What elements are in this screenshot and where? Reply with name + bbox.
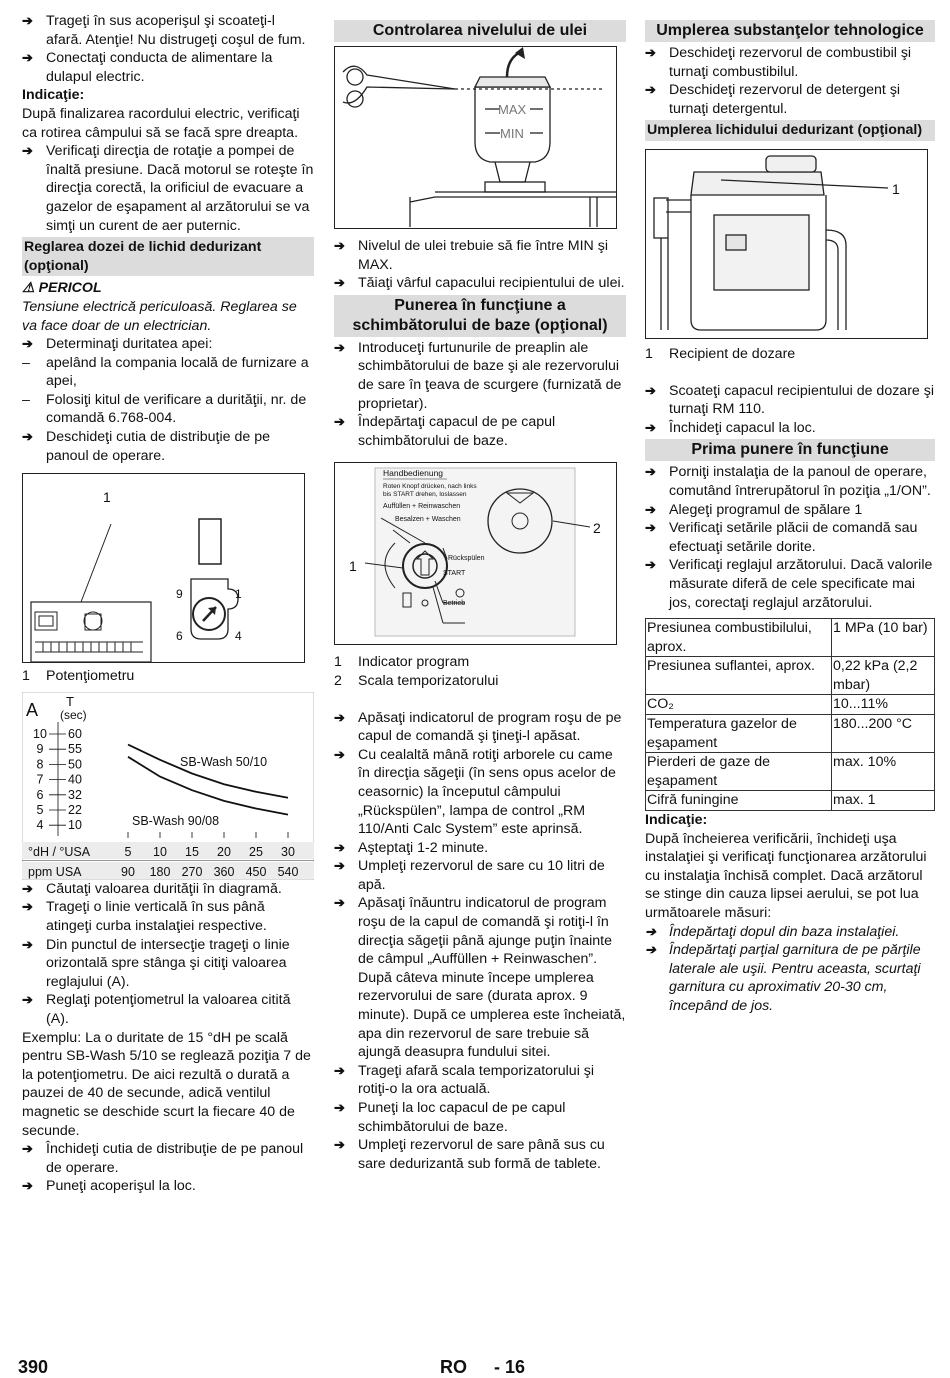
fig2-betrieb: Betrieb [443, 600, 466, 608]
chart-x-tick-ppm: 90 [121, 864, 135, 879]
instruction-detergent: ➔ Deschideţi rezervorul de detergent şi turnaţi detergentul. [645, 81, 935, 118]
chart-x-tick-dh: 15 [185, 844, 199, 859]
chart-x-tick-dh: 10 [153, 844, 167, 859]
hardness-chart [22, 692, 314, 880]
instruction-start-system: ➔ Porniţi instalaţia de la panoul de operare, comutând întrerupătorul în poziţia „1/ON”. [645, 463, 935, 500]
spec-row [646, 695, 935, 715]
spec-key: Presiunea suflantei, aprox. [646, 657, 832, 695]
caption-timer-scale [334, 672, 626, 691]
spec-value: max. 10% [832, 753, 935, 791]
caption-text: Recipient de dozare [669, 345, 796, 362]
footer-page-number: 390 [18, 1357, 49, 1377]
spec-value: 0,22 kPa (2,2 mbar) [832, 657, 935, 695]
chart-t-tick-label: 22 [68, 802, 82, 817]
chart-x-tick-dh: 30 [281, 844, 295, 859]
instruction-select-program: ➔ Alegeţi programul de spălare 1 [645, 501, 935, 520]
chart-series-label: SB-Wash 90/08 [132, 813, 220, 828]
caption-number: 1 [334, 654, 342, 671]
spec-key: CO₂ [646, 695, 832, 715]
column-left [22, 12, 314, 1196]
instruction-remove-roof: ➔ Trageţi în sus acoperişul şi scoateţi-l afară. Atenţie! Nu distrugeţi coşul de fum. [22, 12, 314, 49]
chart-a-axis-label: A [26, 699, 39, 720]
instruction-close-cap: ➔ Închideţi capacul la loc. [645, 419, 935, 438]
footer-subpage: - 16 [494, 1357, 526, 1377]
instruction-rotate-cam: ➔ Cu cealaltă mână rotiţi arborele cu came în direcţia săgeţii (în sens opus acelor de ceasornic) la începutul câmpului „Rückspülen”, lampa de control „RM 110/Anti Calc System” este aprinsă. [334, 746, 626, 839]
chart-a-tick-label: 5 [36, 802, 44, 817]
fig-max-label: MAX [498, 102, 527, 117]
fig2-auff: Auffüllen + Reinwaschen [383, 503, 461, 511]
dial-label-6: 6 [176, 629, 183, 644]
instruction-determine-hardness: ➔ Determinaţi duritatea apei: [22, 335, 314, 354]
figure-oil-level [334, 46, 617, 229]
instruction-oil-level: ➔ Nivelul de ulei trebuie să fie între MIN şi MAX. [334, 237, 626, 274]
chart-t-tick-label: 10 [68, 818, 82, 833]
caption-text: Potenţiometru [46, 668, 135, 685]
instruction-connect-supply: ➔ Conectaţi conducta de alimentare la dulapul electric. [22, 49, 314, 86]
note-title: Indicaţie: [22, 87, 85, 104]
instruction-fill-salt: ➔ Umpleţi rezervorul de sare până sus cu sare dedurizantă sub formă de tablete. [334, 1136, 626, 1173]
chart-t-tick-label: 50 [68, 757, 82, 772]
fig2-title: Handbedienung [383, 468, 444, 479]
instruction-find-hardness: ➔ Căutaţi valoarea durităţii în diagramă. [22, 880, 314, 899]
figure-dosing-container [645, 149, 928, 339]
burner-spec-table [645, 618, 935, 811]
column-middle [334, 18, 626, 1173]
fig2-line1: Roten Knopf drücken, nach links [383, 483, 477, 491]
fig3-label-1: 1 [892, 180, 900, 197]
chart-x-label-dh: °dH / °USA [28, 844, 91, 859]
dial-label-9: 9 [176, 587, 183, 602]
chart-x-tick-ppm: 540 [277, 864, 299, 879]
fig2-ruck: Rückspülen [448, 555, 485, 563]
instruction-set-time: ➔ Trageţi afară scala temporizatorului şi rotiţi-o la ora actuală. [334, 1062, 626, 1099]
instruction-remove-plug: ➔ Îndepărtaţi dopul din baza instalaţiei. [645, 923, 935, 942]
chart-x-tick-dh: 25 [249, 844, 263, 859]
spec-key: Pierderi de gaze de eşapament [646, 753, 832, 791]
chart-x-tick-ppm: 360 [213, 864, 235, 879]
spec-row [646, 619, 935, 657]
instruction-remove-cover: ➔ Îndepărtaţi capacul de pe capul schimbătorului de baze. [334, 413, 626, 450]
note-text-right: După încheierea verificării, închideţi uşa instalaţiei şi verificaţi funcţionarea arzătorului cu instalaţia închisă complet. Dacă arzătorul se stinge din cauza lipsei aerului, se pot lua următoarele măsuri: [645, 830, 927, 921]
spec-value: max. 1 [832, 791, 935, 811]
spec-key: Temperatura gazelor de eşapament [646, 715, 832, 753]
instruction-close-distribution-box: ➔ Închideţi cutia de distribuţie de pe panoul de operare. [22, 1140, 314, 1177]
fig2-start: START [443, 570, 466, 578]
chart-x-tick-ppm: 450 [245, 864, 267, 879]
instruction-replace-cover: ➔ Puneţi la loc capacul de pe capul schimbătorului de baze. [334, 1099, 626, 1136]
section-first-start-heading: Prima punere în funcţiune [645, 439, 935, 461]
control-head-drawing [335, 463, 616, 644]
note-title-right: Indicaţie: [645, 812, 708, 829]
fig2-label-1: 1 [349, 558, 357, 575]
spec-value: 180...200 °C [832, 715, 935, 753]
fig2-besalzen: Besalzen + Waschen [395, 516, 461, 524]
instruction-replace-roof: ➔ Puneţi acoperişul la loc. [22, 1177, 314, 1196]
potentiometer-drawing [23, 474, 304, 662]
danger-title [22, 278, 314, 298]
chart-a-tick-label: 4 [36, 818, 44, 833]
section-liquid-heading: Umplerea lichidului dedurizant (opţional) [645, 120, 935, 141]
caption-program-indicator [334, 653, 626, 672]
chart-a-tick-label: 10 [33, 726, 47, 741]
instruction-check-rotation: ➔ Verificaţi direcţia de rotaţie a pompei de înaltă presiune. Dacă motorul se roteşte în direcţia corectă, la orificiul de evacuare a gazelor de eşapament al arzătorului se va simţi un curent de aer puternic. [22, 142, 314, 235]
oil-level-drawing [335, 47, 616, 228]
instruction-press-indicator: ➔ Apăsaţi indicatorul de program roşu de pe capul de comandă şi ţineţi-l apăsat. [334, 709, 626, 746]
danger-text: Tensiune electrică periculoasă. Reglarea se va face doar de un electrician. [22, 298, 297, 334]
section-softener-heading: Punerea în funcţiune a schimbătorului de baze (opţional) [334, 295, 626, 337]
chart-series-label: SB-Wash 50/10 [180, 754, 268, 769]
chart-t-tick-label: 55 [68, 742, 82, 757]
instruction-remove-dosing-cap: ➔ Scoateţi capacul recipientului de dozare şi turnaţi RM 110. [645, 382, 935, 419]
caption-potentiometer [22, 667, 314, 686]
spec-row [646, 715, 935, 753]
chart-t-tick-label: 32 [68, 787, 82, 802]
caption-number: 1 [22, 668, 30, 685]
danger-title-text: PERICOL [38, 280, 102, 297]
chart-x-tick-dh: 5 [124, 844, 132, 859]
chart-a-tick-label: 6 [36, 787, 44, 802]
chart-t-tick-label: 60 [68, 726, 82, 741]
warning-triangle-icon: ⚠ [22, 279, 35, 296]
chart-x-tick-ppm: 270 [181, 864, 203, 879]
instruction-check-burner: ➔ Verificaţi reglajul arzătorului. Dacă valorile măsurate diferă de cele specificate mai jos, corectaţi reglajul arzătorului. [645, 556, 935, 612]
figure-potentiometer [22, 473, 305, 663]
dosing-container-drawing [646, 150, 927, 338]
dash-item-supplier: – apelând la compania locală de furnizare a apei, [22, 354, 314, 391]
note-text: După finalizarea racordului electric, verificaţi ca rotirea câmpului să se facă spre dreapta. [22, 105, 300, 141]
section-oil-heading: Controlarea nivelului de ulei [334, 20, 626, 42]
instruction-fill-water: ➔ Umpleţi rezervorul de sare cu 10 litri de apă. [334, 857, 626, 894]
caption-text: Indicator program [358, 654, 470, 671]
instruction-insert-hoses: ➔ Introduceţi furtunurile de preaplin ale schimbătorului de baze şi ale rezervorului de sare în ţeava de scurgere (furnizată de proprietar). [334, 339, 626, 413]
instruction-draw-horizontal: ➔ Din punctul de intersecţie trageţi o linie orizontală spre stânga şi citiţi valoarea reglajului (A). [22, 936, 314, 992]
caption-number: 1 [645, 345, 653, 362]
instruction-cut-cap: ➔ Tăiaţi vârful capacului recipientului de ulei. [334, 274, 626, 293]
spec-row [646, 657, 935, 695]
caption-dosing-container [645, 345, 935, 364]
instruction-shorten-seal: ➔ Îndepărtaţi parţial garnitura de pe părţile laterale ale uşii. Pentru aceasta, scurtaţi garnitura cu aproximativ 20-30 cm, începând de jos. [645, 941, 935, 1015]
fig2-line2: bis START drehen, loslassen [383, 491, 467, 499]
spec-row [646, 753, 935, 791]
footer-language: RO [440, 1357, 467, 1377]
spec-row [646, 791, 935, 811]
example-text: Exemplu: La o duritate de 15 °dH pe scală pentru SB-Wash 5/10 se reglează poziţia 7 de la potenţiometru. De aici rezultă o durată a pauzei de 40 de secunde, adică ventilul magnetic se deschide scurt la fiecare 40 de secunde. [22, 1029, 311, 1139]
instruction-press-rotate: ➔ Apăsaţi înăuntru indicatorul de program roşu de la capul de comandă şi rotiţi-l în direcţia săgeţii până ajunge puţin înainte de câmpul „Auffüllen + Reinwaschen”. După câteva minute începe umplerea rezervorului de sare (durata aprox. 9 minute). După ce umplerea este încheiată, apa din rezervorul de sare trebuie să ajungă deasupra fundului sitei. [334, 894, 626, 1061]
chart-t-axis-label: T [66, 693, 74, 709]
chart-x-tick-ppm: 180 [149, 864, 171, 879]
instruction-set-potentiometer: ➔ Reglaţi potenţiometrul la valoarea citită (A). [22, 991, 314, 1028]
dial-label-1: 1 [235, 587, 242, 602]
section-fill-heading: Umplerea substanţelor tehnologice [645, 20, 935, 42]
spec-key: Cifră funingine [646, 791, 832, 811]
spec-key: Presiunea combustibilului, aprox. [646, 619, 832, 657]
chart-x-tick-dh: 20 [217, 844, 231, 859]
chart-a-tick-label: 9 [36, 742, 44, 757]
fig-min-label: MIN [500, 126, 524, 141]
instruction-wait: ➔ Aşteptaţi 1-2 minute. [334, 839, 626, 858]
spec-value: 1 MPa (10 bar) [832, 619, 935, 657]
section-dosing-heading: Reglarea dozei de lichid dedurizant (opţional) [22, 237, 314, 276]
figure-control-head [334, 462, 617, 645]
chart-t-axis-unit: (sec) [60, 707, 87, 722]
hardness-chart-svg [22, 692, 314, 880]
fig2-label-2: 2 [593, 520, 601, 537]
instruction-open-distribution-box: ➔ Deschideţi cutia de distribuţie de pe panoul de operare. [22, 428, 314, 465]
chart-a-tick-label: 8 [36, 757, 44, 772]
chart-a-tick-label: 7 [36, 772, 44, 787]
caption-number: 2 [334, 672, 342, 689]
instruction-fuel: ➔ Deschideţi rezervorul de combustibil şi turnaţi combustibilul. [645, 44, 935, 81]
caption-text: Scala temporizatorului [358, 672, 499, 689]
instruction-draw-vertical: ➔ Trageţi o linie verticală în sus până atingeţi curba instalaţiei respective. [22, 898, 314, 935]
spec-value: 10...11% [832, 695, 935, 715]
dial-label-4: 4 [235, 629, 242, 644]
dash-item-kit: – Folosiţi kitul de verificare a durităţii, nr. de comandă 6.768-004. [22, 391, 314, 428]
instruction-check-settings: ➔ Verificaţi setările plăcii de comandă sau efectuaţi setările dorite. [645, 519, 935, 556]
fig-label-1: 1 [103, 489, 111, 506]
column-right [645, 18, 935, 1016]
chart-x-label-ppm: ppm USA [28, 864, 82, 879]
chart-t-tick-label: 40 [68, 772, 82, 787]
